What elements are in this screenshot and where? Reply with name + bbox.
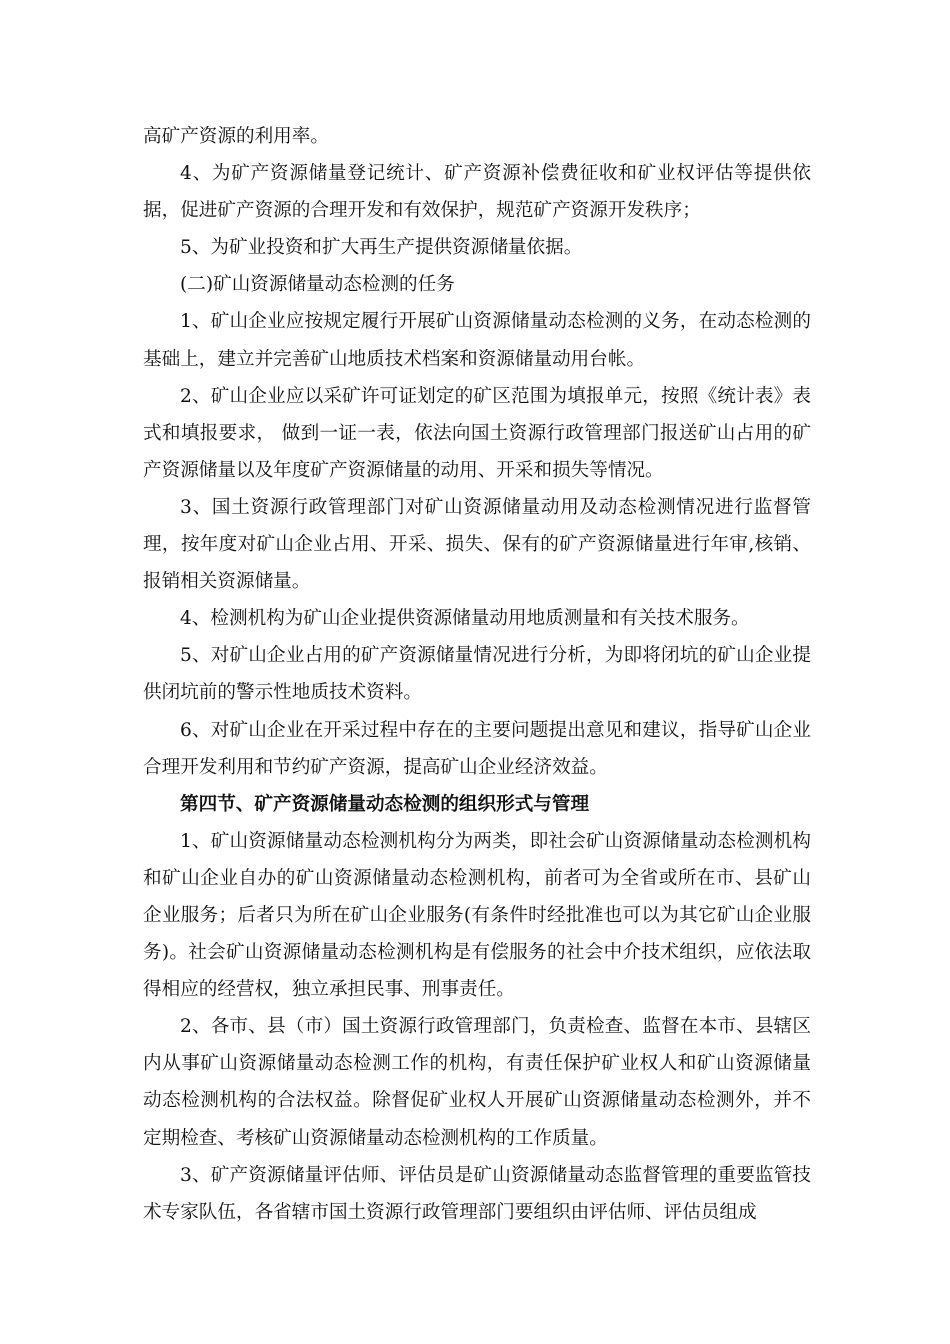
document-body <box>143 118 811 1231</box>
paragraph: 5、为矿业投资和扩大再生产提供资源储量依据。 <box>180 237 583 259</box>
subsection-title: (二)矿山资源储量动态检测的任务 <box>180 274 455 296</box>
paragraph: 1、矿山企业应按规定履行开展矿山资源储量动态检测的义务，在动态检测的基础上，建立并完善矿山地质技术档案和资源储量动用台帐。 <box>143 311 811 370</box>
paragraph: 1、矿山资源储量动态检测机构分为两类，即社会矿山资源储量动态检测机构和矿山企业自办的矿山资源储量动态检测机构，前者可为全省或所在市、县矿山企业服务；后者只为所在矿山企业服务(有条件时经批准也可以为其它矿山企业服务)。社会矿山资源储量动态检测机构是有偿服务的社会中介技术组织，应依法取得相应的经营权，独立承担民事、刑事责任。 <box>143 830 811 1001</box>
paragraph: 6、对矿山企业在开采过程中存在的主要问题提出意见和建议，指导矿山企业合理开发利用和节约矿产资源，提高矿山企业经济效益。 <box>143 719 811 778</box>
paragraph: 高矿产资源的利用率。 <box>143 126 329 147</box>
paragraph: 2、各市、县（市）国土资源行政管理部门，负责检查、监督在本市、县辖区内从事矿山资源储量动态检测工作的机构，有责任保护矿业权人和矿山资源储量动态检测机构的合法权益。除督促矿业权人开展矿山资源储量动态检测外，并不定期检查、考核矿山资源储量动态检测机构的工作质量。 <box>143 1016 811 1149</box>
section-heading: 第四节、矿产资源储量动态检测的组织形式与管理 <box>180 793 590 815</box>
paragraph: 4、检测机构为矿山企业提供资源储量动用地质测量和有关技术服务。 <box>180 608 750 630</box>
paragraph: 3、矿产资源储量评估师、评估员是矿山资源储量动态监督管理的重要监管技术专家队伍，各省辖市国土资源行政管理部门要组织由评估师、评估员组成 <box>143 1164 811 1223</box>
paragraph: 4、为矿产资源储量登记统计、矿产资源补偿费征收和矿业权评估等提供依据，促进矿产资源的合理开发和有效保护，规范矿产资源开发秩序； <box>143 163 811 222</box>
paragraph: 2、矿山企业应以采矿许可证划定的矿区范围为填报单元，按照《统计表》表式和填报要求， 做到一证一表，依法向国土资源行政管理部门报送矿山占用的矿产资源储量以及年度矿产资源储量的动用、开采和损失等情况。 <box>143 385 811 481</box>
paragraph: 5、对矿山企业占用的矿产资源储量情况进行分析，为即将闭坑的矿山企业提供闭坑前的警示性地质技术资料。 <box>143 645 811 704</box>
paragraph: 3、国土资源行政管理部门对矿山资源储量动用及动态检测情况进行监督管理，按年度对矿山企业占用、开采、损失、保有的矿产资源储量进行年审,核销、报销相关资源储量。 <box>143 496 811 593</box>
